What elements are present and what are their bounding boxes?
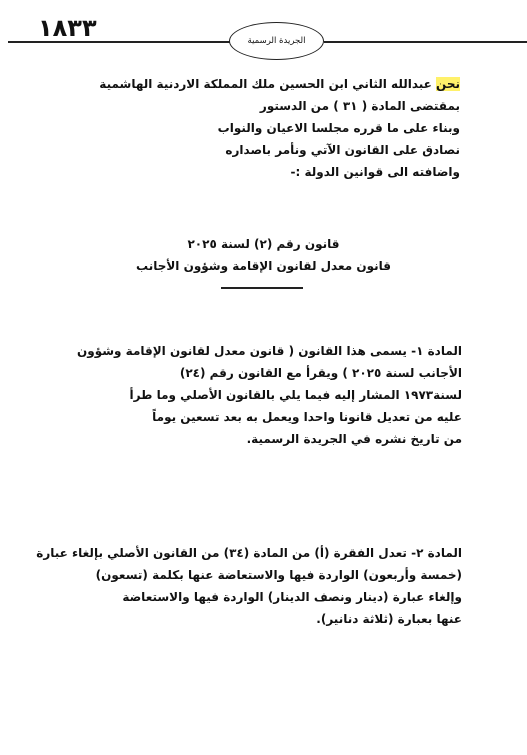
law-subtitle: قانون معدل لقانون الإقامة وشؤون الأجانب [135, 259, 391, 273]
article-2-line-4: عنها بعبارة (ثلاثة دنانير). [316, 612, 462, 626]
header-rule-right [324, 41, 527, 43]
article-2-line-3: وإلغاء عبارة (دينار ونصف الدينار) الواردة فيها والاستعاضة [122, 590, 462, 604]
article-2-line-1: المادة ٢- تعدل الفقرة (أ) من المادة (٣٤) من القانون الأصلي بإلغاء عبارة [36, 546, 462, 560]
article-1-line-1: المادة ١- يسمى هذا القانون ( قانون معدل لقانون الإقامة وشؤون [77, 344, 462, 358]
preamble-line-2: بمقتضى المادة ( ٣١ ) من الدستور [259, 99, 460, 113]
title-separator [221, 287, 303, 289]
article-1-line-2: الأجانب لسنة ٢٠٢٥ ) ويقرأ مع القانون رقم (٢٤) [179, 366, 462, 380]
article-2-line-2: (خمسة وأربعون) الواردة فيها والاستعاضة عنها بكلمة (تسعون) [95, 568, 462, 582]
header-rule-left [8, 41, 230, 43]
article-1-line-5: من تاريخ نشره في الجريدة الرسمية. [246, 432, 462, 446]
highlighted-word: نحن [436, 77, 460, 91]
preamble [99, 73, 460, 183]
preamble-line-1-rest: عبدالله الثاني ابن الحسين ملك المملكة الاردنية الهاشمية [99, 77, 437, 91]
article-1-line-3: لسنة١٩٧٣ المشار إليه فيما يلي بالقانون الأصلي وما طرأ [129, 388, 462, 402]
law-title: قانون رقم (٢) لسنة ٢٠٢٥ [187, 237, 340, 251]
preamble-line-4: نصادق على القانون الآتي ونأمر باصداره [225, 143, 460, 157]
preamble-line-1 [99, 73, 460, 95]
article-1 [60, 340, 462, 450]
gazette-masthead-oval [229, 22, 324, 60]
gazette-name: الجريدة الرسمية [247, 36, 306, 46]
preamble-line-3: وبناء على ما قرره مجلسا الاعيان والنواب [217, 121, 460, 135]
page-number: ١٨٣٣ [38, 14, 97, 42]
article-1-line-4: عليه من تعديل قانونا واحدا ويعمل به بعد تسعين يوماً [152, 410, 462, 424]
article-2 [36, 542, 462, 630]
preamble-line-5: واضافته الى قوانين الدولة :- [290, 165, 460, 179]
